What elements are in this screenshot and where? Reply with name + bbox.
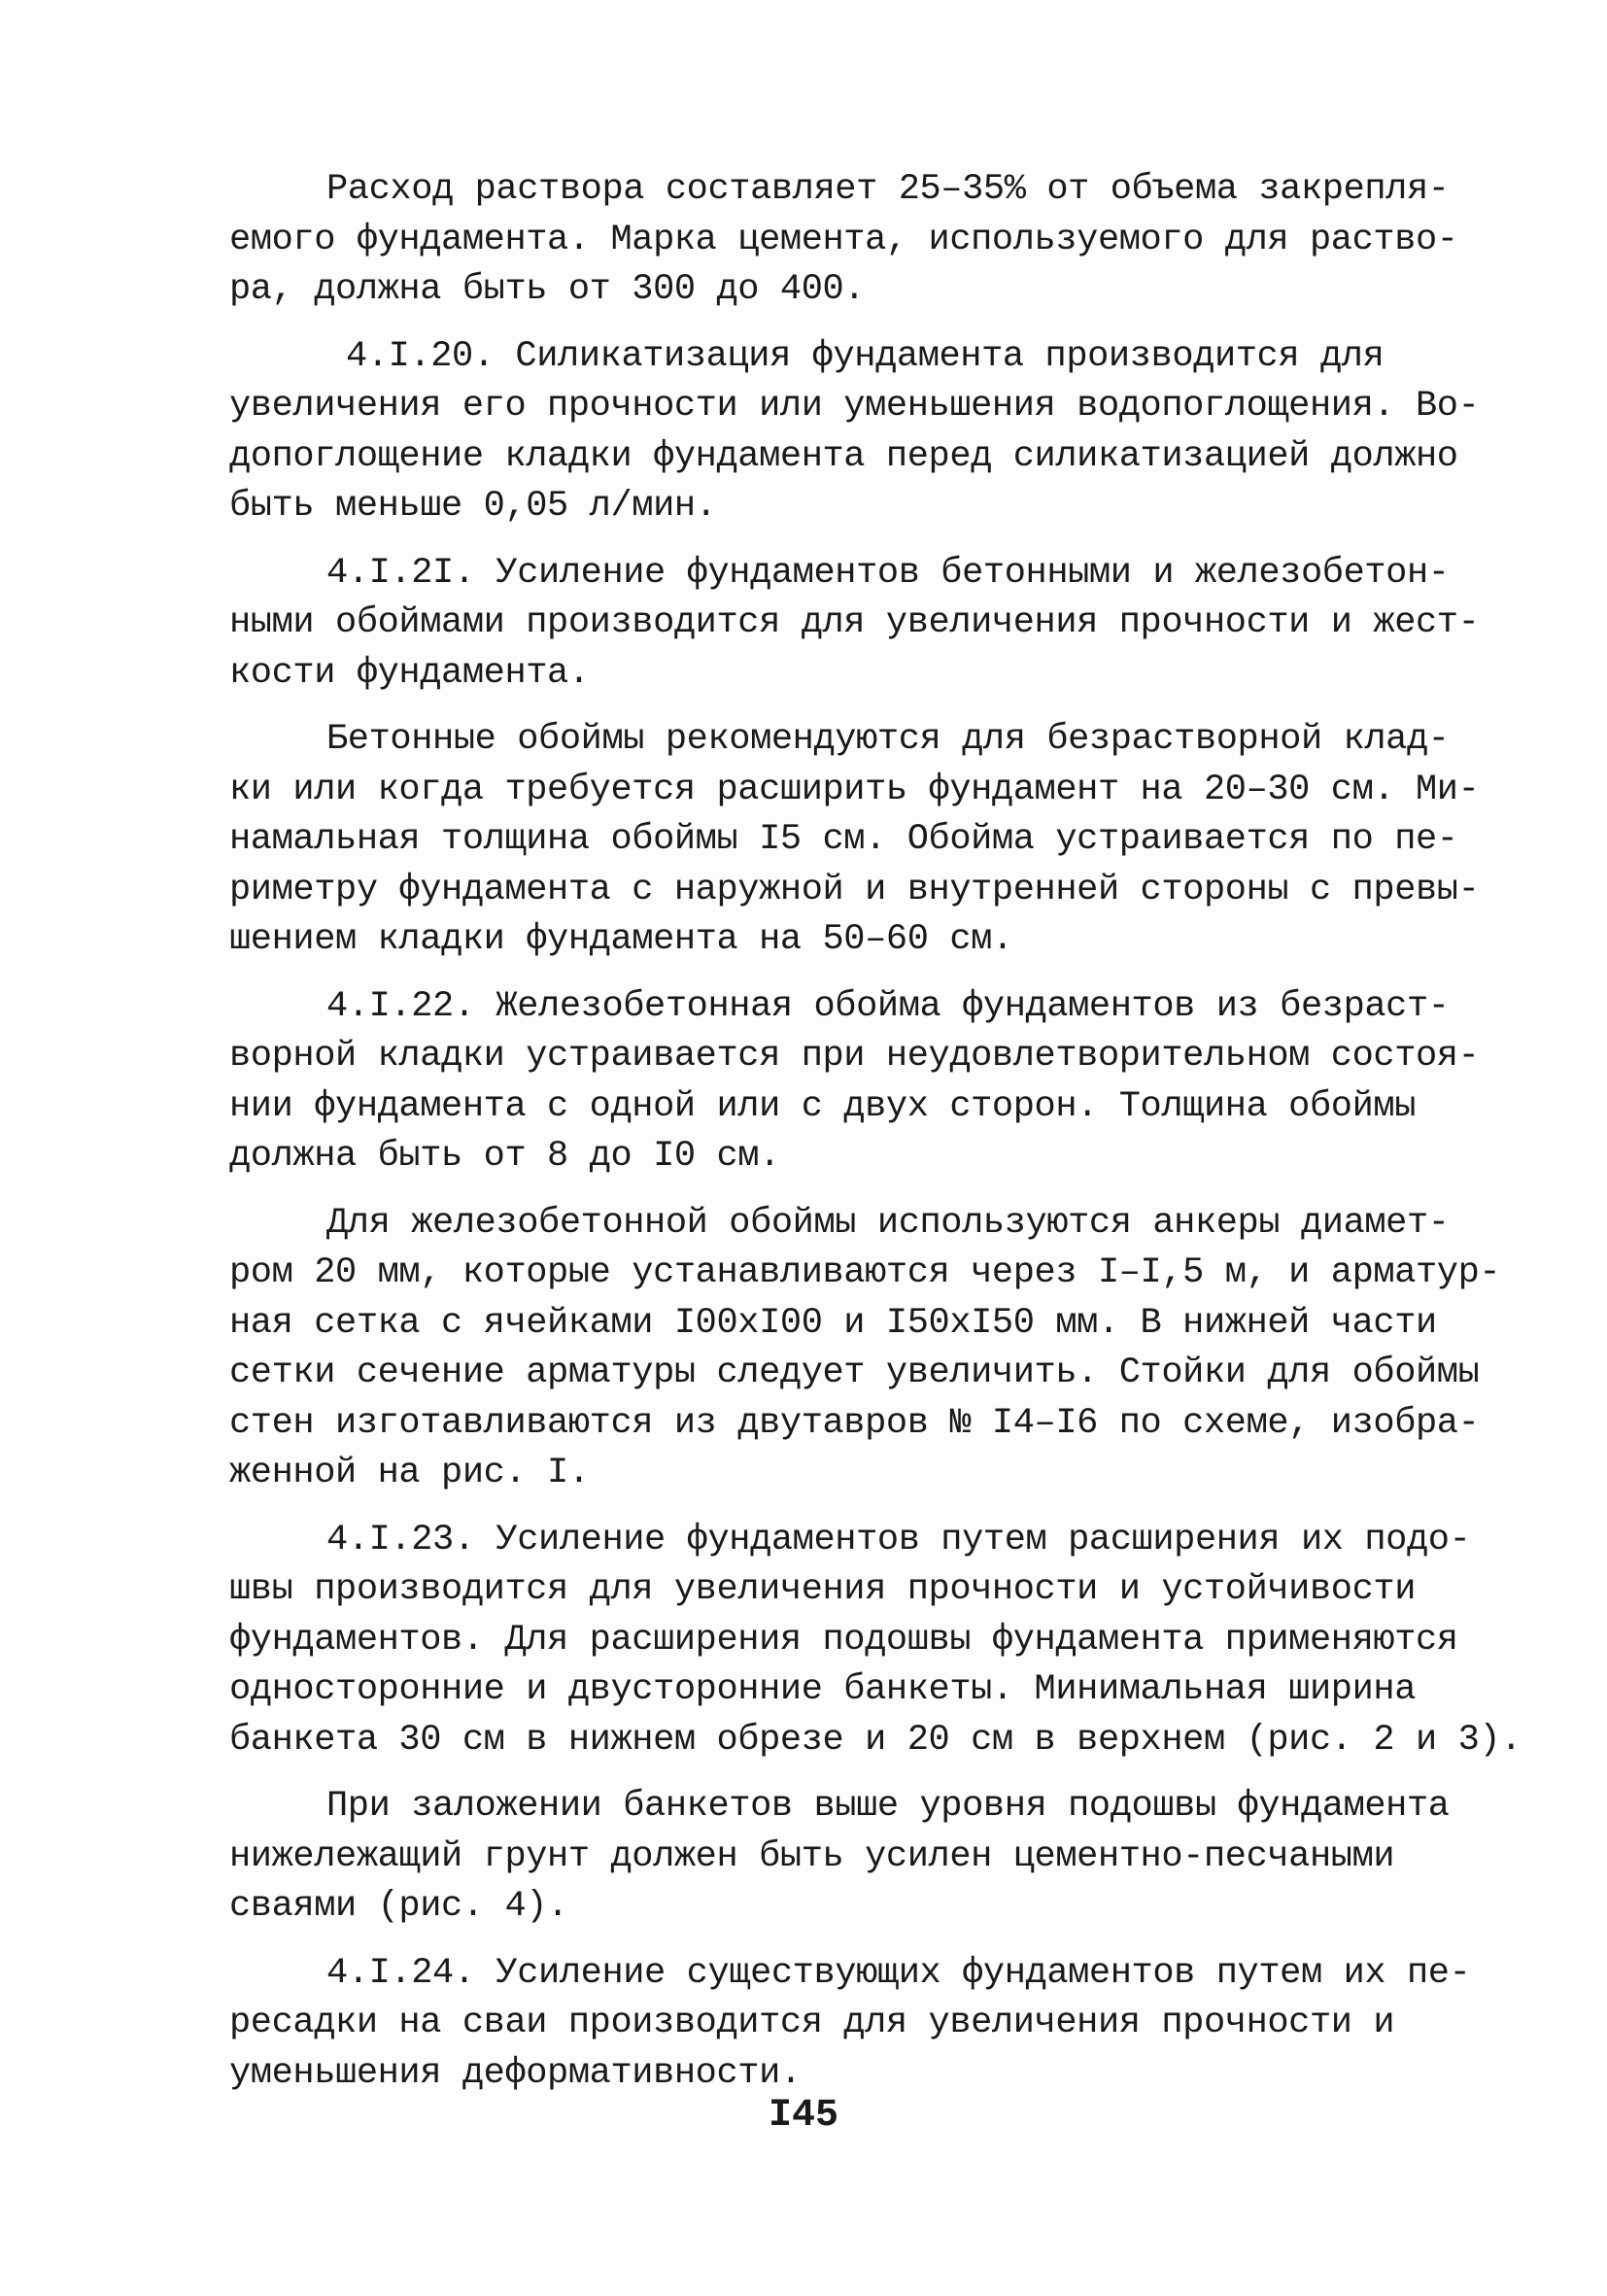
text-line: шением кладки фундамента на 50–60 см. — [229, 919, 1013, 960]
text-line: фундаментов. Для расширения подошвы фундамента применяются — [229, 1619, 1458, 1661]
text-line: уменьшения деформативности. — [229, 2052, 802, 2094]
text-line: ки или когда требуется расширить фундамент на 20–30 см. Ми- — [229, 769, 1480, 810]
text-line: увеличения его прочности или уменьшения водопоглощения. Во- — [229, 386, 1480, 427]
text-line: стен изготавливаются из двутавров № I4–I6 по схеме, изобра- — [229, 1402, 1480, 1444]
text-line: женной на рис. I. — [229, 1453, 590, 1493]
paragraph-4-1-20 — [229, 332, 1480, 532]
text-line: ром 20 мм, которые устанавливаются через I–I,5 м, и арматур- — [229, 1252, 1501, 1293]
paragraph-4-1-24 — [229, 1949, 1471, 2100]
text-line: намальная толщина обоймы I5 см. Обойма устраивается по пе- — [229, 819, 1458, 860]
text-line: быть меньше 0,05 л/мин. — [229, 486, 717, 527]
text-line: ными обоймами производится для увеличения прочности и жест- — [229, 602, 1480, 643]
text-line: банкета 30 см в нижнем обрезе и 20 см в верхнем (рис. 2 и 3). — [229, 1719, 1522, 1761]
text-line: кости фундамента. — [229, 652, 590, 694]
text-line: Расход раствора составляет 25–35% от объема закрепля- — [326, 169, 1450, 210]
paragraph-4-1-22 — [229, 982, 1480, 1182]
text-line: должна быть от 8 до I0 см. — [229, 1136, 780, 1177]
text-line: ра, должна быть от 300 до 400. — [229, 269, 866, 310]
text-line: нижележащий грунт должен быть усилен цементно-песчаными — [229, 1835, 1395, 1877]
page-number: I45 — [768, 2094, 838, 2138]
text-line: ворной кладки устраивается при неудовлетворительном состоя- — [229, 1036, 1480, 1077]
text-line: Бетонные обоймы рекомендуются для безрастворной клад- — [326, 719, 1450, 760]
body-text — [229, 165, 1522, 2115]
paragraph-mortar-consumption — [229, 165, 1458, 316]
text-line: швы производится для увеличения прочности и устойчивости — [229, 1569, 1417, 1610]
text-line: Для железобетонной обоймы используются анкеры диамет- — [326, 1202, 1450, 1244]
text-line: нии фундамента с одной или с двух сторон. Толщина обоймы — [229, 1085, 1417, 1127]
text-line: сетки сечение арматуры следует увеличить. Стойки для обоймы — [229, 1353, 1480, 1393]
text-line: односторонние и двусторонние банкеты. Минимальная ширина — [229, 1669, 1417, 1710]
text-line: 4.I.2I. Усиление фундаментов бетонными и железобетон- — [326, 552, 1450, 594]
text-line: 4.I.23. Усиление фундаментов путем расширения их подо- — [326, 1519, 1471, 1560]
text-line: При заложении банкетов выше уровня подошвы фундамента — [326, 1786, 1450, 1827]
text-line: ресадки на сваи производится для увеличения прочности и — [229, 2003, 1395, 2043]
text-line: ная сетка с ячейками I00хI00 и I50хI50 мм. В нижней части — [229, 1302, 1437, 1344]
text-line: емого фундамента. Марка цемента, используемого для раство- — [229, 219, 1458, 260]
paragraph-4-1-21 — [229, 549, 1480, 700]
paragraph-bankets — [229, 1782, 1450, 1933]
paragraph-4-1-23 — [229, 1516, 1522, 1766]
text-line: 4.I.22. Железобетонная обойма фундаментов из безраст- — [326, 985, 1450, 1027]
text-line: сваями (рис. 4). — [229, 1886, 568, 1927]
text-line: риметру фундамента с наружной и внутренней стороны с превы- — [229, 869, 1480, 910]
text-line: допоглощение кладки фундамента перед силикатизацией должно — [229, 435, 1458, 477]
paragraph-anchors-mesh — [229, 1199, 1501, 1499]
text-line: 4.I.20. Силикатизация фундамента производится для — [346, 335, 1385, 377]
text-line: 4.I.24. Усиление существующих фундаментов путем их пе- — [326, 1952, 1471, 1994]
paragraph-concrete-jackets — [229, 715, 1480, 966]
